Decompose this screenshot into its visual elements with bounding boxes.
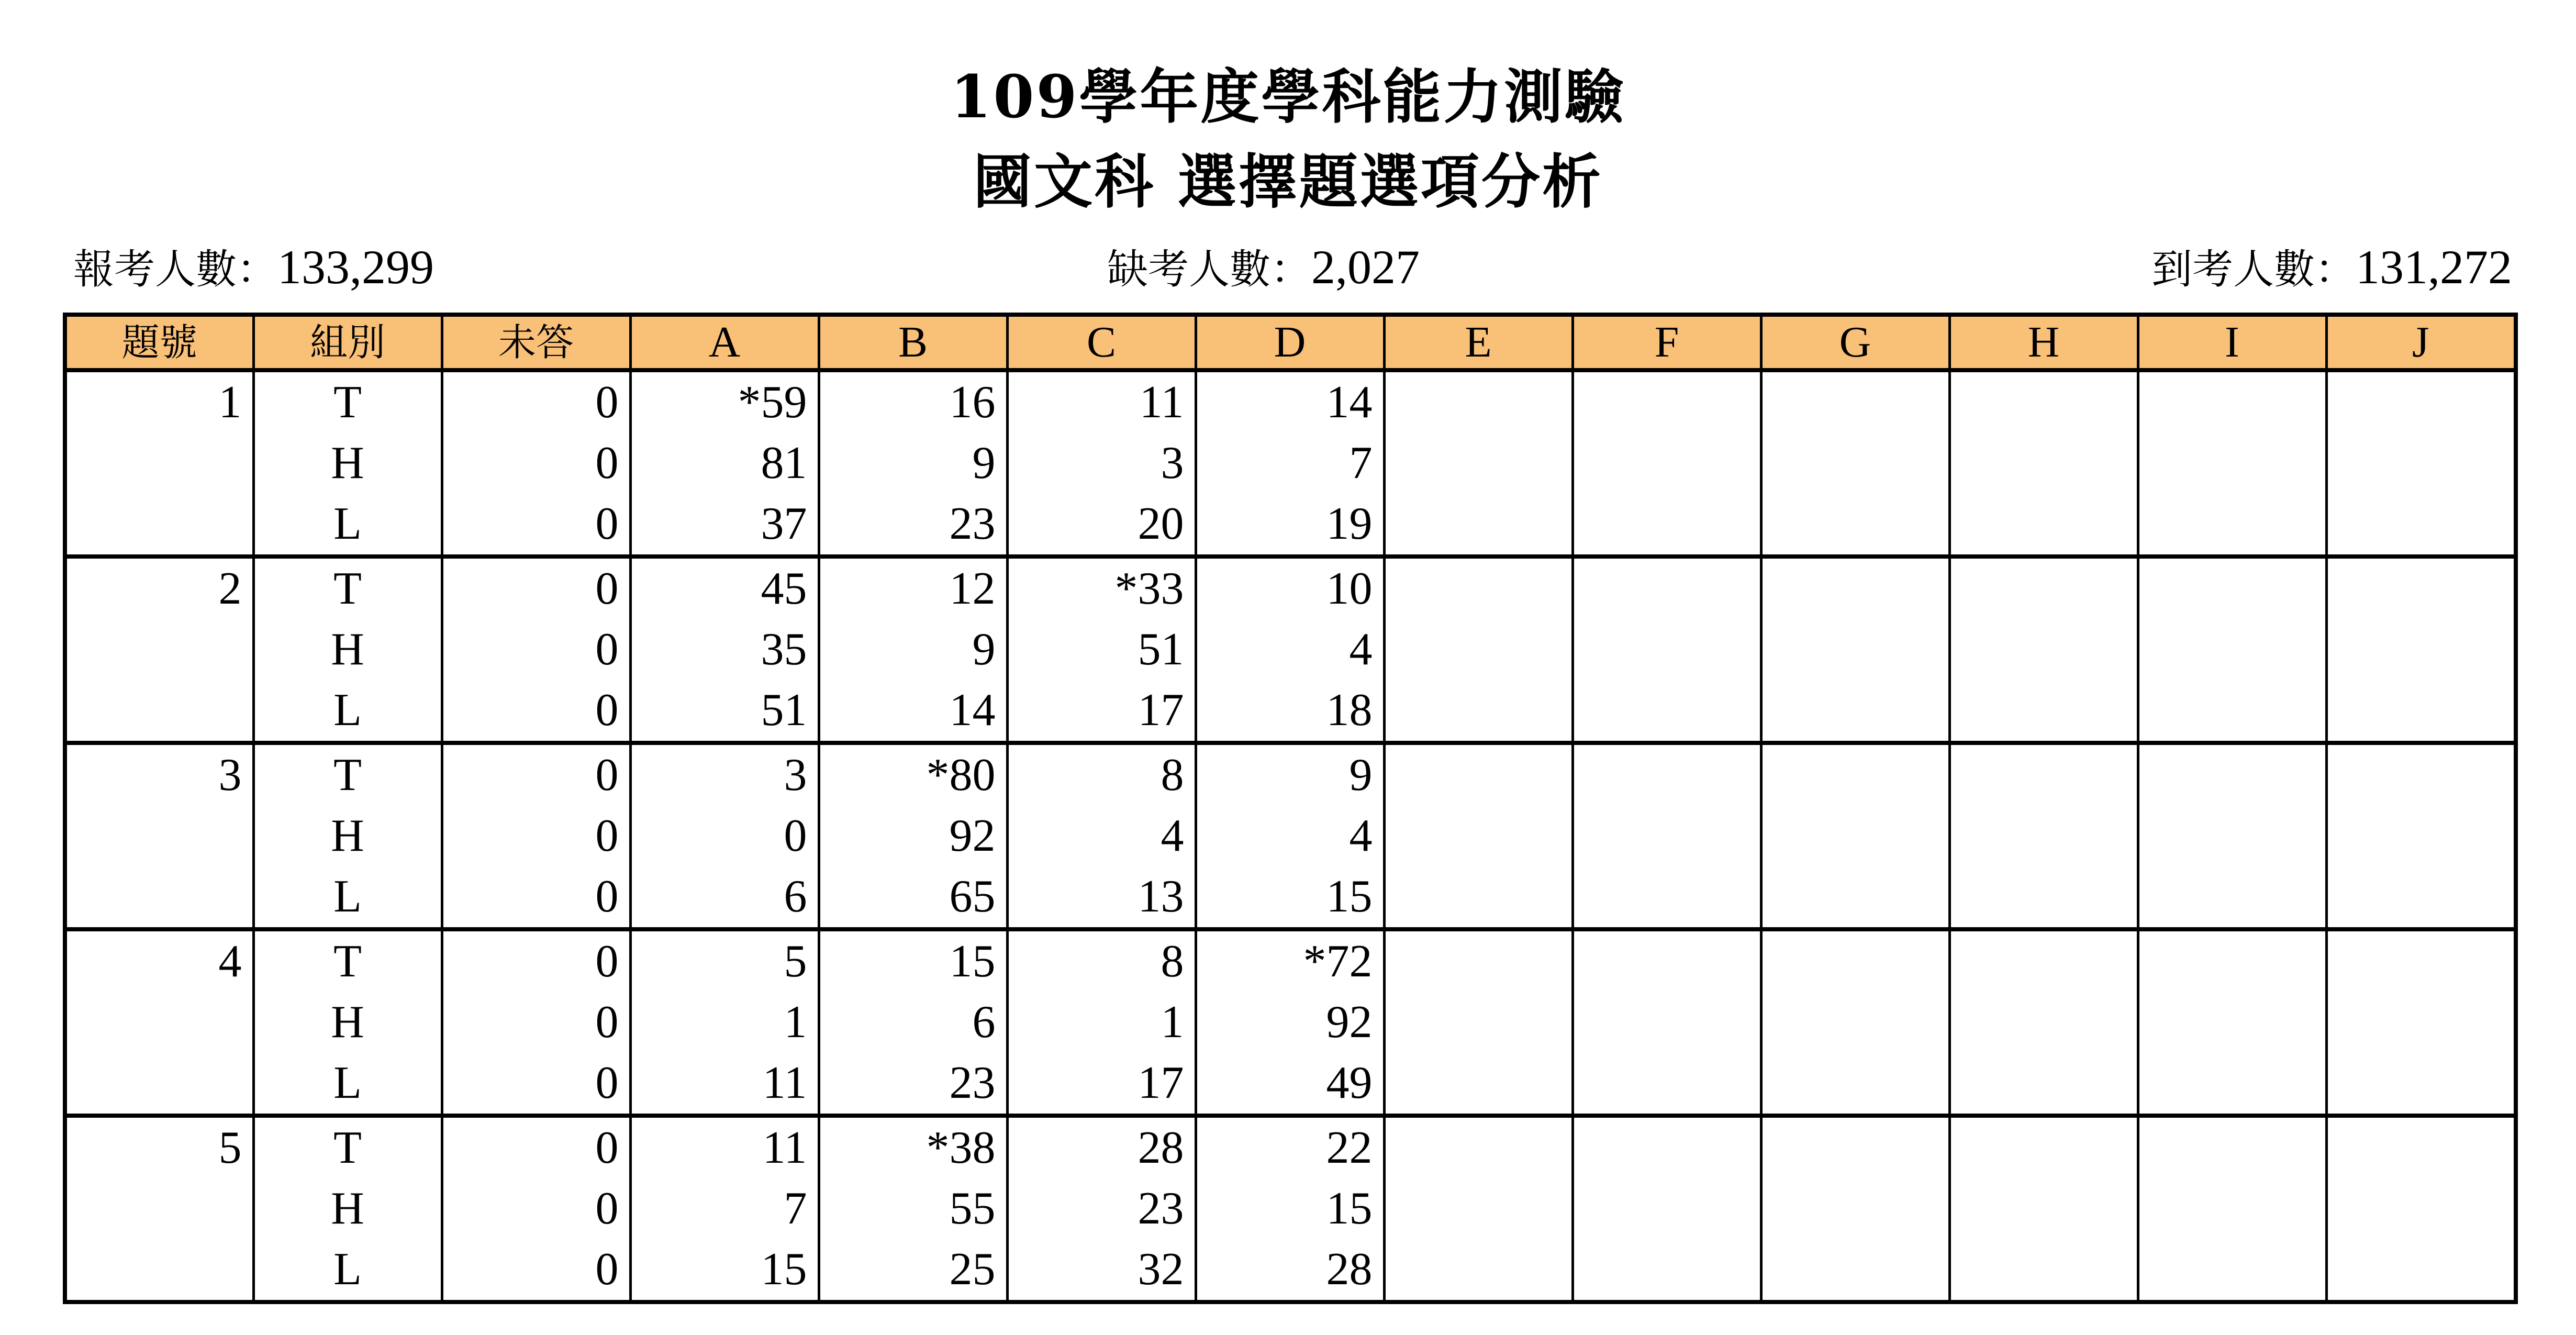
option-c-cell: 13 bbox=[1007, 866, 1196, 929]
option-j-cell bbox=[2326, 743, 2516, 806]
option-h-cell bbox=[1949, 743, 2138, 806]
attended-label: 到考人數： bbox=[2151, 246, 2356, 293]
option-h-cell bbox=[1949, 929, 2138, 992]
option-e-cell bbox=[1384, 992, 1573, 1053]
table-body bbox=[65, 370, 2516, 1302]
option-j-cell bbox=[2326, 494, 2516, 557]
option-j-cell bbox=[2326, 433, 2516, 494]
absent-label: 缺考人數： bbox=[1107, 246, 1312, 293]
option-a-cell: 15 bbox=[630, 1239, 819, 1302]
option-d-cell: 19 bbox=[1196, 494, 1384, 557]
group-cell: L bbox=[253, 1053, 442, 1116]
option-a-cell: 5 bbox=[630, 929, 819, 992]
option-i-cell bbox=[2138, 370, 2326, 433]
option-j-cell bbox=[2326, 1116, 2516, 1178]
unanswered-cell: 0 bbox=[442, 1239, 630, 1302]
registered-count bbox=[73, 238, 434, 296]
option-h-cell bbox=[1949, 806, 2138, 866]
option-c-cell: 28 bbox=[1007, 1116, 1196, 1178]
option-b-cell: 9 bbox=[819, 619, 1007, 680]
option-f-cell bbox=[1573, 433, 1761, 494]
option-g-cell bbox=[1761, 806, 1949, 866]
option-analysis-table bbox=[63, 313, 2518, 1304]
option-b-cell: *38 bbox=[819, 1116, 1007, 1178]
absent-count bbox=[1107, 238, 1420, 296]
option-d-cell: 49 bbox=[1196, 1053, 1384, 1116]
option-j-cell bbox=[2326, 680, 2516, 743]
option-b-cell: 25 bbox=[819, 1239, 1007, 1302]
option-d-cell: 14 bbox=[1196, 370, 1384, 433]
option-h-cell bbox=[1949, 1178, 2138, 1239]
option-i-cell bbox=[2138, 680, 2326, 743]
group-cell: T bbox=[253, 743, 442, 806]
option-h-cell bbox=[1949, 557, 2138, 619]
option-g-cell bbox=[1761, 557, 1949, 619]
option-c-cell: 51 bbox=[1007, 619, 1196, 680]
group-cell: T bbox=[253, 370, 442, 433]
option-b-cell: 16 bbox=[819, 370, 1007, 433]
unanswered-cell: 0 bbox=[442, 370, 630, 433]
option-f-cell bbox=[1573, 680, 1761, 743]
question-number-cell: 4 bbox=[65, 929, 253, 1116]
table-header-row bbox=[65, 315, 2516, 370]
option-e-cell bbox=[1384, 1116, 1573, 1178]
option-d-cell: 4 bbox=[1196, 619, 1384, 680]
group-cell: H bbox=[253, 619, 442, 680]
table-row bbox=[65, 866, 2516, 929]
option-a-cell: 0 bbox=[630, 806, 819, 866]
option-a-cell: 35 bbox=[630, 619, 819, 680]
option-e-cell bbox=[1384, 619, 1573, 680]
option-i-cell bbox=[2138, 433, 2326, 494]
option-f-cell bbox=[1573, 1239, 1761, 1302]
group-cell: T bbox=[253, 557, 442, 619]
group-cell: H bbox=[253, 992, 442, 1053]
group-cell: H bbox=[253, 1178, 442, 1239]
option-j-cell bbox=[2326, 1239, 2516, 1302]
header-option-h: H bbox=[1949, 315, 2138, 370]
option-i-cell bbox=[2138, 1053, 2326, 1116]
unanswered-cell: 0 bbox=[442, 1116, 630, 1178]
option-f-cell bbox=[1573, 1053, 1761, 1116]
group-cell: H bbox=[253, 433, 442, 494]
option-i-cell bbox=[2138, 494, 2326, 557]
option-f-cell bbox=[1573, 929, 1761, 992]
option-e-cell bbox=[1384, 680, 1573, 743]
option-c-cell: 1 bbox=[1007, 992, 1196, 1053]
option-g-cell bbox=[1761, 1116, 1949, 1178]
header-option-i: I bbox=[2138, 315, 2326, 370]
group-cell: T bbox=[253, 929, 442, 992]
option-c-cell: 17 bbox=[1007, 1053, 1196, 1116]
table-row bbox=[65, 743, 2516, 806]
option-h-cell bbox=[1949, 433, 2138, 494]
option-i-cell bbox=[2138, 1178, 2326, 1239]
option-a-cell: 3 bbox=[630, 743, 819, 806]
option-g-cell bbox=[1761, 494, 1949, 557]
option-a-cell: 6 bbox=[630, 866, 819, 929]
option-f-cell bbox=[1573, 494, 1761, 557]
unanswered-cell: 0 bbox=[442, 557, 630, 619]
option-i-cell bbox=[2138, 619, 2326, 680]
group-cell: H bbox=[253, 806, 442, 866]
option-h-cell bbox=[1949, 992, 2138, 1053]
header-question-number: 題號 bbox=[65, 315, 253, 370]
option-f-cell bbox=[1573, 1116, 1761, 1178]
option-f-cell bbox=[1573, 743, 1761, 806]
group-cell: T bbox=[253, 1116, 442, 1178]
option-d-cell: *72 bbox=[1196, 929, 1384, 992]
option-b-cell: 9 bbox=[819, 433, 1007, 494]
table-row bbox=[65, 370, 2516, 433]
option-c-cell: 17 bbox=[1007, 680, 1196, 743]
table-row bbox=[65, 1178, 2516, 1239]
registered-value: 133,299 bbox=[277, 240, 434, 294]
option-g-cell bbox=[1761, 866, 1949, 929]
option-b-cell: 15 bbox=[819, 929, 1007, 992]
option-d-cell: 28 bbox=[1196, 1239, 1384, 1302]
option-d-cell: 15 bbox=[1196, 866, 1384, 929]
header-option-a: A bbox=[630, 315, 819, 370]
option-a-cell: 11 bbox=[630, 1053, 819, 1116]
option-d-cell: 15 bbox=[1196, 1178, 1384, 1239]
option-h-cell bbox=[1949, 370, 2138, 433]
option-f-cell bbox=[1573, 619, 1761, 680]
unanswered-cell: 0 bbox=[442, 680, 630, 743]
table-row bbox=[65, 992, 2516, 1053]
option-a-cell: 7 bbox=[630, 1178, 819, 1239]
option-a-cell: 11 bbox=[630, 1116, 819, 1178]
attended-count bbox=[2151, 238, 2512, 296]
option-i-cell bbox=[2138, 743, 2326, 806]
option-c-cell: 8 bbox=[1007, 929, 1196, 992]
group-cell: L bbox=[253, 866, 442, 929]
table-row bbox=[65, 1053, 2516, 1116]
option-f-cell bbox=[1573, 370, 1761, 433]
option-e-cell bbox=[1384, 1053, 1573, 1116]
option-b-cell: 55 bbox=[819, 1178, 1007, 1239]
option-c-cell: 23 bbox=[1007, 1178, 1196, 1239]
option-c-cell: 20 bbox=[1007, 494, 1196, 557]
option-d-cell: 10 bbox=[1196, 557, 1384, 619]
option-g-cell bbox=[1761, 370, 1949, 433]
option-h-cell bbox=[1949, 619, 2138, 680]
header-option-j: J bbox=[2326, 315, 2516, 370]
unanswered-cell: 0 bbox=[442, 494, 630, 557]
page-subtitle: 國文科 選擇題選項分析 bbox=[973, 148, 1603, 216]
absent-value: 2,027 bbox=[1311, 240, 1420, 294]
unanswered-cell: 0 bbox=[442, 743, 630, 806]
option-d-cell: 22 bbox=[1196, 1116, 1384, 1178]
option-h-cell bbox=[1949, 866, 2138, 929]
option-e-cell bbox=[1384, 929, 1573, 992]
question-number-cell: 1 bbox=[65, 370, 253, 557]
option-j-cell bbox=[2326, 1053, 2516, 1116]
option-e-cell bbox=[1384, 557, 1573, 619]
option-i-cell bbox=[2138, 1239, 2326, 1302]
option-i-cell bbox=[2138, 806, 2326, 866]
option-c-cell: 11 bbox=[1007, 370, 1196, 433]
table-row bbox=[65, 929, 2516, 992]
option-g-cell bbox=[1761, 680, 1949, 743]
table-row bbox=[65, 806, 2516, 866]
option-i-cell bbox=[2138, 1116, 2326, 1178]
option-b-cell: *80 bbox=[819, 743, 1007, 806]
header-option-e: E bbox=[1384, 315, 1573, 370]
option-i-cell bbox=[2138, 929, 2326, 992]
option-c-cell: 32 bbox=[1007, 1239, 1196, 1302]
option-h-cell bbox=[1949, 494, 2138, 557]
option-e-cell bbox=[1384, 494, 1573, 557]
option-b-cell: 23 bbox=[819, 1053, 1007, 1116]
unanswered-cell: 0 bbox=[442, 619, 630, 680]
option-g-cell bbox=[1761, 992, 1949, 1053]
question-number-cell: 3 bbox=[65, 743, 253, 929]
option-f-cell bbox=[1573, 1178, 1761, 1239]
option-a-cell: 37 bbox=[630, 494, 819, 557]
option-e-cell bbox=[1384, 370, 1573, 433]
header-option-f: F bbox=[1573, 315, 1761, 370]
option-b-cell: 92 bbox=[819, 806, 1007, 866]
option-e-cell bbox=[1384, 433, 1573, 494]
option-d-cell: 7 bbox=[1196, 433, 1384, 494]
option-d-cell: 9 bbox=[1196, 743, 1384, 806]
header-option-c: C bbox=[1007, 315, 1196, 370]
table-row bbox=[65, 1239, 2516, 1302]
option-g-cell bbox=[1761, 1239, 1949, 1302]
option-e-cell bbox=[1384, 866, 1573, 929]
option-a-cell: 45 bbox=[630, 557, 819, 619]
group-cell: L bbox=[253, 1239, 442, 1302]
group-cell: L bbox=[253, 494, 442, 557]
option-g-cell bbox=[1761, 1053, 1949, 1116]
option-b-cell: 65 bbox=[819, 866, 1007, 929]
option-h-cell bbox=[1949, 1239, 2138, 1302]
option-b-cell: 23 bbox=[819, 494, 1007, 557]
option-e-cell bbox=[1384, 1239, 1573, 1302]
option-e-cell bbox=[1384, 743, 1573, 806]
option-j-cell bbox=[2326, 619, 2516, 680]
option-i-cell bbox=[2138, 557, 2326, 619]
header-group: 組別 bbox=[253, 315, 442, 370]
option-c-cell: *33 bbox=[1007, 557, 1196, 619]
option-b-cell: 6 bbox=[819, 992, 1007, 1053]
option-a-cell: *59 bbox=[630, 370, 819, 433]
option-g-cell bbox=[1761, 433, 1949, 494]
table-row bbox=[65, 433, 2516, 494]
header-option-b: B bbox=[819, 315, 1007, 370]
option-j-cell bbox=[2326, 1178, 2516, 1239]
group-cell: L bbox=[253, 680, 442, 743]
page-title: 109學年度學科能力測驗 bbox=[950, 63, 1626, 131]
option-j-cell bbox=[2326, 929, 2516, 992]
table-row bbox=[65, 680, 2516, 743]
attended-value: 131,272 bbox=[2356, 240, 2512, 294]
option-i-cell bbox=[2138, 866, 2326, 929]
option-a-cell: 51 bbox=[630, 680, 819, 743]
table-row bbox=[65, 494, 2516, 557]
table-row bbox=[65, 619, 2516, 680]
option-j-cell bbox=[2326, 866, 2516, 929]
unanswered-cell: 0 bbox=[442, 1053, 630, 1116]
registered-label: 報考人數： bbox=[73, 246, 278, 293]
option-d-cell: 4 bbox=[1196, 806, 1384, 866]
option-d-cell: 92 bbox=[1196, 992, 1384, 1053]
option-b-cell: 12 bbox=[819, 557, 1007, 619]
option-b-cell: 14 bbox=[819, 680, 1007, 743]
option-f-cell bbox=[1573, 866, 1761, 929]
header-unanswered: 未答 bbox=[442, 315, 630, 370]
table-row bbox=[65, 557, 2516, 619]
question-number-cell: 5 bbox=[65, 1116, 253, 1302]
unanswered-cell: 0 bbox=[442, 992, 630, 1053]
table-row bbox=[65, 1116, 2516, 1178]
option-j-cell bbox=[2326, 992, 2516, 1053]
unanswered-cell: 0 bbox=[442, 1178, 630, 1239]
option-c-cell: 8 bbox=[1007, 743, 1196, 806]
option-g-cell bbox=[1761, 619, 1949, 680]
option-h-cell bbox=[1949, 680, 2138, 743]
header-option-d: D bbox=[1196, 315, 1384, 370]
option-a-cell: 1 bbox=[630, 992, 819, 1053]
option-e-cell bbox=[1384, 1178, 1573, 1239]
option-a-cell: 81 bbox=[630, 433, 819, 494]
unanswered-cell: 0 bbox=[442, 806, 630, 866]
option-g-cell bbox=[1761, 743, 1949, 806]
option-f-cell bbox=[1573, 557, 1761, 619]
option-j-cell bbox=[2326, 806, 2516, 866]
question-number-cell: 2 bbox=[65, 557, 253, 743]
option-f-cell bbox=[1573, 992, 1761, 1053]
option-i-cell bbox=[2138, 992, 2326, 1053]
option-c-cell: 4 bbox=[1007, 806, 1196, 866]
option-j-cell bbox=[2326, 370, 2516, 433]
option-j-cell bbox=[2326, 557, 2516, 619]
header-option-g: G bbox=[1761, 315, 1949, 370]
option-g-cell bbox=[1761, 929, 1949, 992]
option-d-cell: 18 bbox=[1196, 680, 1384, 743]
unanswered-cell: 0 bbox=[442, 929, 630, 992]
option-h-cell bbox=[1949, 1116, 2138, 1178]
option-e-cell bbox=[1384, 806, 1573, 866]
option-f-cell bbox=[1573, 806, 1761, 866]
option-g-cell bbox=[1761, 1178, 1949, 1239]
option-h-cell bbox=[1949, 1053, 2138, 1116]
option-c-cell: 3 bbox=[1007, 433, 1196, 494]
unanswered-cell: 0 bbox=[442, 866, 630, 929]
unanswered-cell: 0 bbox=[442, 433, 630, 494]
